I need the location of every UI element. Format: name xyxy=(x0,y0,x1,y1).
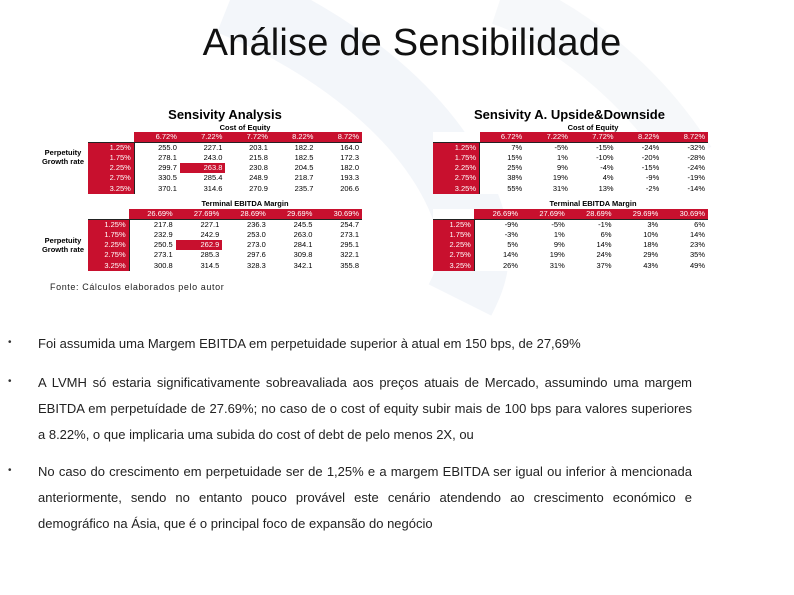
table-cell: 245.5 xyxy=(269,220,316,231)
table-cell: 342.1 xyxy=(269,261,316,271)
table-row xyxy=(88,230,362,240)
table-cell: 26% xyxy=(474,261,521,271)
right-table-title: Sensivity A. Upside&Downside xyxy=(474,107,665,122)
table-cell: 15% xyxy=(480,153,526,163)
table-cell: 278.1 xyxy=(134,153,180,163)
column-header: 6.72% xyxy=(134,132,180,143)
table-cell: -1% xyxy=(568,220,615,231)
table-cell: 227.1 xyxy=(176,220,223,231)
table-cell: 1% xyxy=(525,153,571,163)
table-cell: -2% xyxy=(617,184,663,194)
right-top-table xyxy=(433,132,708,194)
column-header: 7.72% xyxy=(225,132,271,143)
table-cell: 250.5 xyxy=(129,240,176,250)
column-header: 26.69% xyxy=(129,209,176,220)
table-cell: 1% xyxy=(521,230,568,240)
table-cell: 255.0 xyxy=(134,143,180,154)
table-row xyxy=(433,240,708,250)
table-cell: -9% xyxy=(617,173,663,183)
table-row xyxy=(433,184,708,194)
row-header: 1.75% xyxy=(88,230,129,240)
column-header: 29.69% xyxy=(615,209,662,220)
table-cell: 9% xyxy=(525,163,571,173)
table-cell: 182.0 xyxy=(316,163,362,173)
table-row xyxy=(433,261,708,271)
table-cell: 10% xyxy=(615,230,662,240)
table-cell: 273.1 xyxy=(129,250,176,260)
column-header: 6.72% xyxy=(480,132,526,143)
table-cell: 43% xyxy=(615,261,662,271)
table-cell: 172.3 xyxy=(316,153,362,163)
row-header: 3.25% xyxy=(88,261,129,271)
table-cell: -15% xyxy=(571,143,617,154)
column-header: 8.22% xyxy=(617,132,663,143)
table-cell: 273.1 xyxy=(315,230,362,240)
bullet-text: A LVMH só estaria significativamente sobreavaliada aos preços atuais de Mercado, assumindo uma margem EBITDA em perpetuídade de 27.69%; no caso de o cost of equity subir mais de 100 bps para valores superiores a 8.22%, o que implicaria uma subida do cost of debt de pelo menos 2X, ou xyxy=(38,375,692,442)
table-cell: -32% xyxy=(662,143,708,154)
table-cell: -9% xyxy=(474,220,521,231)
table-cell: 31% xyxy=(521,261,568,271)
table-cell: 193.3 xyxy=(316,173,362,183)
table-row xyxy=(88,184,362,194)
table-corner xyxy=(88,132,134,143)
table-row xyxy=(433,220,708,231)
column-header: 8.22% xyxy=(271,132,317,143)
table-row xyxy=(433,143,708,154)
table-cell: 243.0 xyxy=(180,153,226,163)
table-cell: 314.5 xyxy=(176,261,223,271)
table-cell: 242.9 xyxy=(176,230,223,240)
table-row xyxy=(88,240,362,250)
table-row xyxy=(433,153,708,163)
table-cell: 9% xyxy=(521,240,568,250)
table-row xyxy=(433,163,708,173)
row-header: 1.25% xyxy=(88,143,134,154)
table-cell: -28% xyxy=(662,153,708,163)
table-cell: 204.5 xyxy=(271,163,317,173)
table-cell: -24% xyxy=(617,143,663,154)
row-header: 2.25% xyxy=(433,240,474,250)
table-cell: 248.9 xyxy=(225,173,271,183)
table-row xyxy=(88,220,362,231)
table-cell: 227.1 xyxy=(180,143,226,154)
left-bottom-subtitle: Terminal EBITDA Margin xyxy=(201,199,289,208)
table-cell: 182.5 xyxy=(271,153,317,163)
column-header: 30.69% xyxy=(315,209,362,220)
left-top-subtitle: Cost of Equity xyxy=(219,123,271,132)
table-cell: 263.0 xyxy=(269,230,316,240)
table-cell: 164.0 xyxy=(316,143,362,154)
table-cell: 297.6 xyxy=(222,250,269,260)
table-cell: -10% xyxy=(571,153,617,163)
column-header: 7.22% xyxy=(525,132,571,143)
row-header: 2.25% xyxy=(433,163,480,173)
bullet-mark: • xyxy=(8,465,12,476)
table-cell: 35% xyxy=(661,250,708,260)
bullet-mark: • xyxy=(8,376,12,387)
table-cell: -5% xyxy=(525,143,571,154)
table-cell: 19% xyxy=(525,173,571,183)
table-cell: -3% xyxy=(474,230,521,240)
row-header: 3.25% xyxy=(433,261,474,271)
row-header: 2.75% xyxy=(433,173,480,183)
column-header: 29.69% xyxy=(269,209,316,220)
table-cell: 55% xyxy=(480,184,526,194)
column-header: 28.69% xyxy=(222,209,269,220)
table-cell: 230.8 xyxy=(225,163,271,173)
table-cell: 23% xyxy=(661,240,708,250)
right-top-subtitle: Cost of Equity xyxy=(567,123,619,132)
table-cell: 217.8 xyxy=(129,220,176,231)
table-cell: 273.0 xyxy=(222,240,269,250)
table-cell: 309.8 xyxy=(269,250,316,260)
column-header: 7.22% xyxy=(180,132,226,143)
table-cell: 182.2 xyxy=(271,143,317,154)
column-header: 8.72% xyxy=(316,132,362,143)
table-cell: 4% xyxy=(571,173,617,183)
row-header: 2.25% xyxy=(88,240,129,250)
table-cell: 14% xyxy=(568,240,615,250)
row-header: 1.75% xyxy=(433,153,480,163)
table-row xyxy=(88,261,362,271)
row-header: 1.75% xyxy=(433,230,474,240)
left-top-side-label: Perpetuity Growth rate xyxy=(41,148,85,166)
table-cell: 295.1 xyxy=(315,240,362,250)
table-cell: 328.3 xyxy=(222,261,269,271)
row-header: 1.25% xyxy=(433,220,474,231)
table-corner xyxy=(88,209,129,220)
bullet-text: Foi assumida uma Margem EBITDA em perpetuidade superior à atual em 150 bps, de 27,69% xyxy=(38,336,581,351)
table-cell: 14% xyxy=(474,250,521,260)
table-cell: 236.3 xyxy=(222,220,269,231)
table-cell: 5% xyxy=(474,240,521,250)
table-cell: 314.6 xyxy=(180,184,226,194)
table-cell: 285.3 xyxy=(176,250,223,260)
table-corner xyxy=(433,209,474,220)
table-cell: 253.0 xyxy=(222,230,269,240)
table-cell: 49% xyxy=(661,261,708,271)
table-cell: -5% xyxy=(521,220,568,231)
left-bottom-side-label: Perpetuity Growth rate xyxy=(41,236,85,254)
table-cell: 232.9 xyxy=(129,230,176,240)
table-row xyxy=(88,143,362,154)
bullet-text: No caso do crescimento em perpetuidade ser de 1,25% e a margem EBITDA ser igual ou inferior à mencionada anteriormente, sendo no entanto pouco provável este cenário atendendo ao crescimento económico e demográfico na Ásia, que é o principal foco de expansão do negócio xyxy=(38,464,692,531)
row-header: 1.75% xyxy=(88,153,134,163)
table-cell: 300.8 xyxy=(129,261,176,271)
table-cell: 270.9 xyxy=(225,184,271,194)
table-cell: 206.6 xyxy=(316,184,362,194)
row-header: 1.25% xyxy=(433,143,480,154)
left-top-table xyxy=(88,132,362,194)
table-cell: 370.1 xyxy=(134,184,180,194)
table-cell: 285.4 xyxy=(180,173,226,183)
table-cell: -24% xyxy=(662,163,708,173)
table-cell: 37% xyxy=(568,261,615,271)
table-cell: 215.8 xyxy=(225,153,271,163)
column-header: 27.69% xyxy=(521,209,568,220)
row-header: 2.25% xyxy=(88,163,134,173)
table-cell: 25% xyxy=(480,163,526,173)
table-row xyxy=(88,250,362,260)
table-corner xyxy=(433,132,480,143)
right-bottom-table xyxy=(433,209,708,271)
table-row xyxy=(433,250,708,260)
table-cell: 218.7 xyxy=(271,173,317,183)
table-cell: -4% xyxy=(571,163,617,173)
left-table-title: Sensivity Analysis xyxy=(168,107,282,122)
row-header: 2.75% xyxy=(88,173,134,183)
table-cell: 284.1 xyxy=(269,240,316,250)
table-cell: 262.9 xyxy=(176,240,223,250)
row-header: 3.25% xyxy=(88,184,134,194)
table-cell: -14% xyxy=(662,184,708,194)
table-cell: 203.1 xyxy=(225,143,271,154)
table-cell: 19% xyxy=(521,250,568,260)
table-row xyxy=(88,153,362,163)
table-cell: 14% xyxy=(661,230,708,240)
table-cell: 6% xyxy=(568,230,615,240)
column-header: 28.69% xyxy=(568,209,615,220)
table-cell: -15% xyxy=(617,163,663,173)
row-header: 3.25% xyxy=(433,184,480,194)
bullet-mark: • xyxy=(8,337,12,348)
table-row xyxy=(433,173,708,183)
slide-title: Análise de Sensibilidade xyxy=(202,22,622,64)
table-cell: 322.1 xyxy=(315,250,362,260)
source-note: Fonte: Cálculos elaborados pelo autor xyxy=(50,282,225,292)
table-cell: -20% xyxy=(617,153,663,163)
table-cell: 13% xyxy=(571,184,617,194)
row-header: 2.75% xyxy=(433,250,474,260)
table-cell: 29% xyxy=(615,250,662,260)
column-header: 27.69% xyxy=(176,209,223,220)
table-cell: 18% xyxy=(615,240,662,250)
table-cell: 254.7 xyxy=(315,220,362,231)
row-header: 1.25% xyxy=(88,220,129,231)
table-row xyxy=(433,230,708,240)
table-cell: 24% xyxy=(568,250,615,260)
table-cell: 330.5 xyxy=(134,173,180,183)
table-cell: 3% xyxy=(615,220,662,231)
left-bottom-table xyxy=(88,209,362,271)
table-row xyxy=(88,173,362,183)
table-cell: 38% xyxy=(480,173,526,183)
table-cell: 31% xyxy=(525,184,571,194)
table-cell: 355.8 xyxy=(315,261,362,271)
column-header: 7.72% xyxy=(571,132,617,143)
table-cell: -19% xyxy=(662,173,708,183)
table-cell: 7% xyxy=(480,143,526,154)
table-cell: 263.8 xyxy=(180,163,226,173)
table-cell: 299.7 xyxy=(134,163,180,173)
column-header: 8.72% xyxy=(662,132,708,143)
table-cell: 6% xyxy=(661,220,708,231)
column-header: 30.69% xyxy=(661,209,708,220)
column-header: 26.69% xyxy=(474,209,521,220)
table-row xyxy=(88,163,362,173)
table-cell: 235.7 xyxy=(271,184,317,194)
right-bottom-subtitle: Terminal EBITDA Margin xyxy=(549,199,637,208)
row-header: 2.75% xyxy=(88,250,129,260)
